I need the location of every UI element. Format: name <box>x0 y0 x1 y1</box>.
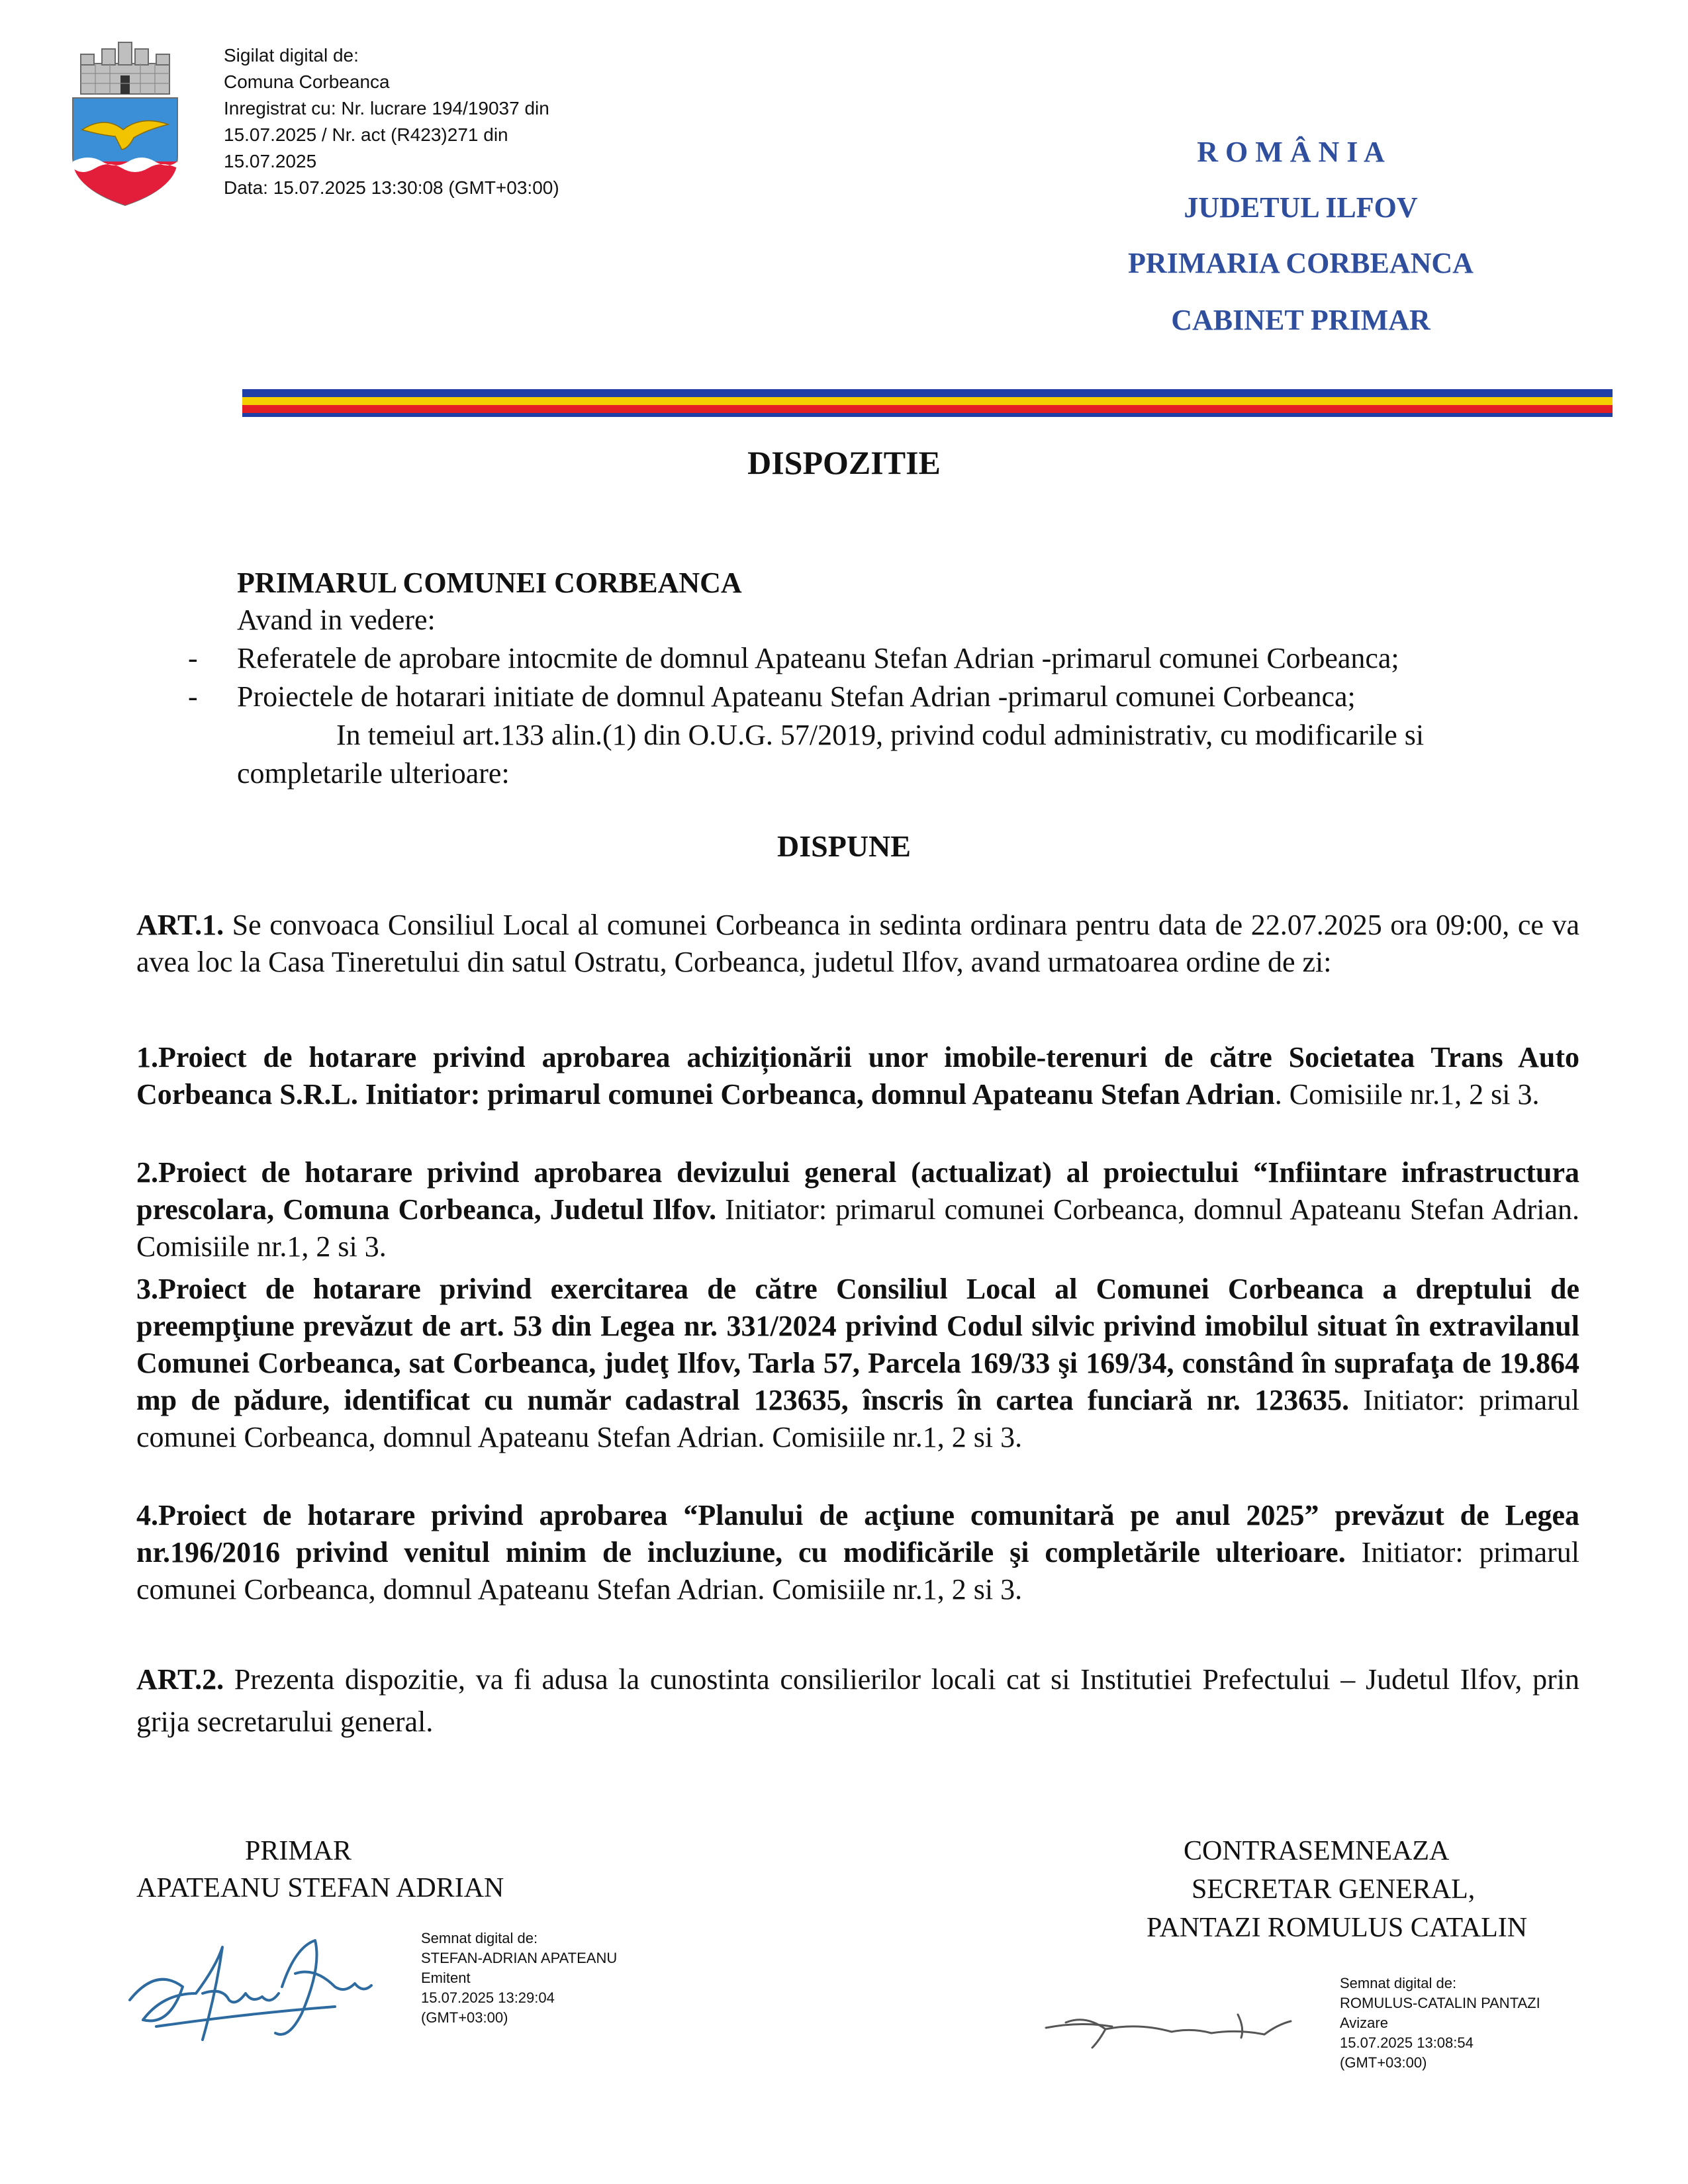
agenda-item-text: Initiator: primarul comunei Corbeanca, domnul Apateanu Stefan Adrian. Comisiile nr.1, 2 si 3. <box>136 1384 1579 1453</box>
agenda-item-text: . Comisiile nr.1, 2 si 3. <box>1274 1078 1540 1111</box>
bullet-dash: - <box>188 680 198 713</box>
article-2 <box>136 1659 1579 1743</box>
agenda-item-bold: 2.Proiect de hotarare privind aprobarea devizului general (actualizat) al proiectului “Infiintare infrastructura prescolara, Comuna Corbeanca, Judetul Ilfov. <box>136 1156 1579 1226</box>
issuer-heading: PRIMARUL COMUNEI CORBEANCA <box>237 567 742 599</box>
considering-bullet: Referatele de aprobare intocmite de domnul Apateanu Stefan Adrian -primarul comunei Corbeanca; <box>237 642 1399 674</box>
agenda-item-2 <box>136 1154 1579 1265</box>
agenda-item-bold: 3.Proiect de hotarare privind exercitarea de către Consiliul Local al Comunei Corbeanca a dreptului de preempţiune prevăzut de art. 53 din Legea nr. 331/2024 privind Codul silvic privind imobilul situat în extravilanul Comunei Corbeanca, sat Corbeanca, judeţ Ilfov, Tarla 57, Parcela 169/33 şi 169/34, constând în suprafaţa de 19.864 mp de pădure, identificat cu număr cadastral 123635, înscris în cartea funciară nr. 123635. <box>136 1273 1579 1416</box>
document-title: DISPOZITIE <box>747 444 941 481</box>
article-1 <box>136 907 1579 981</box>
secretary-digital-signature <box>1340 1974 1540 2073</box>
digital-signature-line: ROMULUS-CATALIN PANTAZI <box>1340 1995 1540 2011</box>
legal-basis-line: In temeiul art.133 alin.(1) din O.U.G. 57/2019, privind codul administrativ, cu modificarile si <box>336 719 1425 751</box>
tricolor-divider <box>242 389 1613 421</box>
agenda-item-1 <box>136 1039 1579 1113</box>
secretary-signature <box>1039 1988 1304 2061</box>
article-2-text: Prezenta dispozitie, va fi adusa la cunostinta consilierilor locali cat si Institutiei Prefectului – Judetul Ilfov, prin grija secretarului general. <box>136 1663 1579 1738</box>
considering-bullet: Proiectele de hotarari initiate de domnul Apateanu Stefan Adrian -primarul comunei Corbeanca; <box>237 680 1356 713</box>
seal-line: Data: 15.07.2025 13:30:08 (GMT+03:00) <box>224 177 559 198</box>
dispune-heading: DISPUNE <box>777 829 911 863</box>
agenda-item-4 <box>136 1497 1579 1608</box>
seal-line: Inregistrat cu: Nr. lucrare 194/19037 din <box>224 98 549 118</box>
digital-signature-line: Semnat digital de: <box>1340 1975 1457 1991</box>
article-2-label: ART.2. <box>136 1663 224 1696</box>
mayor-signature <box>117 1927 381 2053</box>
digital-seal-info <box>224 42 647 201</box>
seal-line: 15.07.2025 / Nr. act (R423)271 din <box>224 124 508 145</box>
digital-signature-line: Semnat digital de: <box>421 1930 538 1946</box>
secretary-role: CONTRASEMNEAZA <box>1184 1836 1450 1866</box>
secretary-name: PANTAZI ROMULUS CATALIN <box>1147 1913 1528 1943</box>
article-1-text: Se convoaca Consiliul Local al comunei Corbeanca in sedinta ordinara pentru data de 22.07.2025 ora 09:00, ce va avea loc la Casa Tineretului din satul Ostratu, Corbeanca, judetul Ilfov, avand urmatoarea ordine de zi: <box>136 909 1579 978</box>
digital-signature-line: STEFAN-ADRIAN APATEANU <box>421 1950 618 1966</box>
agenda-item-text: Initiator: primarul comunei Corbeanca, domnul Apateanu Stefan Adrian. Comisiile nr.1, 2 si 3. <box>136 1193 1579 1263</box>
bullet-dash: - <box>188 642 198 674</box>
digital-signature-line: 15.07.2025 13:08:54 <box>1340 2034 1474 2051</box>
header-country: R O M Â N I A <box>1197 136 1385 168</box>
mayor-digital-signature <box>421 1929 617 2028</box>
agenda-item-3 <box>136 1271 1579 1456</box>
agenda-item-text: Initiator: primarul comunei Corbeanca, domnul Apateanu Stefan Adrian. Comisiile nr.1, 2 si 3. <box>136 1536 1579 1606</box>
secretary-title: SECRETAR GENERAL, <box>1192 1874 1476 1905</box>
seal-line: Comuna Corbeanca <box>224 71 390 92</box>
agenda-item-bold: 4.Proiect de hotarare privind aprobarea “Planului de acţiune comunitară pe anul 2025” prevăzut de Legea nr.196/2016 privind venitul minim de incluziune, cu modificările şi completările ulterioare. <box>136 1499 1579 1569</box>
header-office: CABINET PRIMAR <box>1171 304 1430 336</box>
coat-of-arms-logo <box>69 37 181 209</box>
digital-signature-line: Avizare <box>1340 2015 1388 2031</box>
digital-signature-line: (GMT+03:00) <box>1340 2054 1427 2071</box>
agenda-item-bold: 1.Proiect de hotarare privind aprobarea achiziționării unor imobile-terenuri de către Societatea Trans Auto Corbeanca S.R.L. Initiator: primarul comunei Corbeanca, domnul Apateanu Stefan Adrian <box>136 1041 1579 1111</box>
header-town-hall: PRIMARIA CORBEANCA <box>1128 247 1474 279</box>
article-1-paragraph <box>136 907 1579 981</box>
legal-basis-line: completarile ulterioare: <box>237 757 510 790</box>
mayor-name: APATEANU STEFAN ADRIAN <box>136 1873 504 1903</box>
considering-text: Avand in vedere: <box>237 604 436 636</box>
mayor-role: PRIMAR <box>245 1836 352 1866</box>
digital-signature-line: (GMT+03:00) <box>421 2009 508 2026</box>
article-1-label: ART.1. <box>136 909 224 941</box>
digital-signature-line: Emitent <box>421 1970 471 1986</box>
digital-signature-line: 15.07.2025 13:29:04 <box>421 1989 555 2006</box>
seal-line: 15.07.2025 <box>224 151 317 171</box>
seal-line: Sigilat digital de: <box>224 45 359 66</box>
header-county: JUDETUL ILFOV <box>1184 191 1418 224</box>
